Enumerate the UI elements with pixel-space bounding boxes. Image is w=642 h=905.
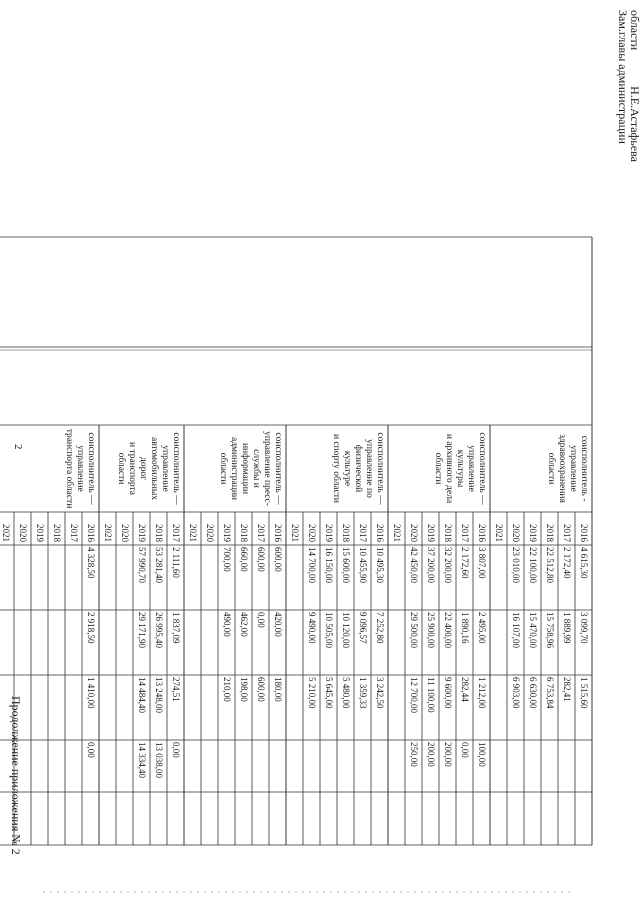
year-cell: 2020 <box>205 524 215 542</box>
amount-cell-c4: 13 038,00 <box>154 742 164 778</box>
year-cell: 2016 <box>579 524 589 542</box>
amount-cell-c1: 23 010,00 <box>511 547 521 583</box>
year-cell: 2017 <box>562 524 572 542</box>
executor-line: администрации <box>229 436 239 501</box>
amount-cell-c2: 9 096,57 <box>358 612 368 644</box>
year-cell: 2021 <box>392 524 402 542</box>
amount-cell-c2: 29 171,90 <box>137 612 147 648</box>
year-cell: 2019 <box>528 524 538 542</box>
executor-line: службы и <box>251 449 261 488</box>
year-cell: 2017 <box>256 524 266 542</box>
amount-cell-c3: 282,41 <box>562 677 572 702</box>
amount-cell-c1: 42 450,00 <box>409 547 419 583</box>
year-cell: 2019 <box>35 524 45 542</box>
amount-cell-c3: 1 359,33 <box>358 677 368 709</box>
amount-cell-c2: 16 107,00 <box>511 612 521 648</box>
amount-cell-c2: 7 252,80 <box>375 612 385 644</box>
amount-cell-c3: 9 600,00 <box>443 677 453 709</box>
amount-cell-c2: 15 758,96 <box>545 612 555 648</box>
year-cell: 2018 <box>443 524 453 542</box>
executor-line: и транспорта области <box>116 442 137 495</box>
amount-cell-c1: 10 495,30 <box>375 547 385 583</box>
amount-cell-c3: 1 410,00 <box>86 677 96 709</box>
amount-cell-c2: 1 889,99 <box>562 612 572 644</box>
year-cell: 2019 <box>426 524 436 542</box>
executor-line: и архивного дела <box>444 433 454 504</box>
amount-cell-c2: 25 900,00 <box>426 612 436 648</box>
executor-line: управление <box>568 445 578 492</box>
amount-cell-c2: 26 995,40 <box>154 612 164 648</box>
signature-region-label: области <box>628 10 642 51</box>
executor-line: и спорту области <box>331 433 341 504</box>
amount-cell-c3: 6 630,00 <box>528 677 538 709</box>
amount-cell-c2: 10 120,00 <box>341 612 351 648</box>
amount-cell-c3: 14 484,40 <box>137 677 147 713</box>
year-cell: 2021 <box>1 524 11 542</box>
amount-cell-c4: 0,00 <box>86 742 96 758</box>
executor-line: управление культуры <box>455 445 476 492</box>
year-cell: 2021 <box>290 524 300 542</box>
year-cell: 2017 <box>171 524 181 542</box>
executor-line: соисполнитель — <box>477 432 487 505</box>
amount-cell-c2: 15 470,00 <box>528 612 538 648</box>
executor-line: управление по <box>364 439 374 498</box>
year-cell: 2018 <box>154 524 164 542</box>
amount-cell-c1: 57 990,70 <box>137 547 147 583</box>
executor-line: автомобильных дорог <box>138 436 159 501</box>
executor-line: соисполнитель — <box>273 432 283 505</box>
executor-line: области <box>546 452 556 485</box>
amount-cell-c1: 2 172,40 <box>562 547 572 579</box>
amount-cell-c1: 22 100,00 <box>528 547 538 583</box>
amount-cell-c2: 3 099,70 <box>579 612 589 644</box>
executor-line: соисполнитель — <box>171 432 181 505</box>
executor-line: области <box>433 452 443 485</box>
amount-cell-c2: 0,00 <box>256 612 266 628</box>
year-cell: 2019 <box>222 524 232 542</box>
table-grid-lines <box>0 237 592 846</box>
amount-cell-c3: 13 248,00 <box>154 677 164 713</box>
amount-cell-c3: 210,00 <box>222 677 232 702</box>
amount-cell-c4: 200,00 <box>426 742 436 767</box>
amount-cell-c3: 5 480,00 <box>341 677 351 709</box>
amount-cell-c1: 16 150,00 <box>324 547 334 583</box>
amount-cell-c3: 1 515,60 <box>579 677 589 709</box>
signature-line-2 <box>627 10 642 162</box>
year-cell: 2020 <box>18 524 28 542</box>
executor-line: соисполнитель - <box>579 435 589 502</box>
amount-cell-c1: 2 111,60 <box>171 547 181 578</box>
year-cell: 2020 <box>120 524 130 542</box>
executor-line: физической культуре <box>342 444 363 493</box>
amount-cell-c3: 6 753,84 <box>545 677 555 709</box>
amount-cell-c2: 1 890,16 <box>460 612 470 644</box>
year-cell: 2019 <box>137 524 147 542</box>
page-number: 2 <box>12 444 24 450</box>
year-cell: 2016 <box>273 524 283 542</box>
amount-cell-c3: 1 212,00 <box>477 677 487 709</box>
executor-line: информации <box>240 442 250 495</box>
year-cell: 2017 <box>69 524 79 542</box>
amount-cell-c2: 420,00 <box>273 612 283 637</box>
amount-cell-c1: 4 615,30 <box>579 547 589 579</box>
amount-cell-c1: 15 600,00 <box>341 547 351 583</box>
year-cell: 2018 <box>341 524 351 542</box>
amount-cell-c4: 14 334,40 <box>137 742 147 778</box>
amount-cell-c1: 4 328,50 <box>86 547 96 579</box>
amount-cell-c1: 53 281,40 <box>154 547 164 583</box>
amount-cell-c1: 700,00 <box>222 547 232 572</box>
amount-cell-c4: 0,00 <box>460 742 470 758</box>
executor-line: области <box>218 452 228 485</box>
amount-cell-c1: 3 807,00 <box>477 547 487 579</box>
amount-cell-c3: 282,44 <box>460 677 470 702</box>
amount-cell-c1: 600,00 <box>273 547 283 572</box>
amount-cell-c3: 600,00 <box>256 677 266 702</box>
executor-line: управление <box>75 445 85 492</box>
amount-cell-c2: 9 490,00 <box>307 612 317 644</box>
amount-cell-c2: 10 505,00 <box>324 612 334 648</box>
amount-cell-c1: 10 455,90 <box>358 547 368 583</box>
year-cell: 2021 <box>188 524 198 542</box>
amount-cell-c2: 29 500,00 <box>409 612 419 648</box>
executor-line: управление пресс- <box>262 431 272 506</box>
year-cell: 2020 <box>307 524 317 542</box>
year-cell: 2016 <box>477 524 487 542</box>
amount-cell-c3: 180,00 <box>273 677 283 702</box>
year-cell: 2019 <box>324 524 334 542</box>
amount-cell-c1: 22 512,80 <box>545 547 555 583</box>
amount-cell-c4: 200,00 <box>443 742 453 767</box>
amount-cell-c1: 32 200,00 <box>443 547 453 583</box>
amount-cell-c3: 5 645,00 <box>324 677 334 709</box>
executor-line: соисполнитель — <box>375 432 385 505</box>
amount-cell-c3: 274,51 <box>171 677 181 702</box>
executor-line: управление <box>160 445 170 492</box>
year-cell: 2018 <box>239 524 249 542</box>
amount-cell-c1: 660,00 <box>239 547 249 572</box>
year-cell: 2021 <box>103 524 113 542</box>
amount-cell-c2: 462,00 <box>239 612 249 637</box>
amount-cell-c3: 198,00 <box>239 677 249 702</box>
amount-cell-c3: 11 100,00 <box>426 677 436 713</box>
year-cell: 2018 <box>52 524 62 542</box>
year-cell: 2021 <box>494 524 504 542</box>
signature-person-name: Н.Е.Астафьева <box>628 86 642 162</box>
executor-line: транспорта области <box>64 428 74 509</box>
amount-cell-c2: 2 918,50 <box>86 612 96 644</box>
amount-cell-c2: 490,00 <box>222 612 232 637</box>
amount-cell-c2: 2 495,00 <box>477 612 487 644</box>
year-cell: 2020 <box>511 524 521 542</box>
executor-line: соисполнитель — <box>86 432 96 505</box>
amount-cell-c1: 37 200,00 <box>426 547 436 583</box>
year-cell: 2020 <box>409 524 419 542</box>
amount-cell-c4: 100,00 <box>477 742 487 767</box>
signature-line-1: Зам.главы администрации <box>616 10 630 144</box>
year-cell: 2016 <box>375 524 385 542</box>
year-cell: 2017 <box>460 524 470 542</box>
amount-cell-c3: 5 210,00 <box>307 677 317 709</box>
amount-cell-c2: 22 400,00 <box>443 612 453 648</box>
scan-edge-mark <box>0 880 640 905</box>
year-cell: 2016 <box>86 524 96 542</box>
executor-line: здравоохранения <box>557 434 567 503</box>
amount-cell-c4: 0,00 <box>171 742 181 758</box>
amount-cell-c1: 2 172,60 <box>460 547 470 579</box>
amount-cell-c3: 3 242,50 <box>375 677 385 709</box>
amount-cell-c3: 12 700,00 <box>409 677 419 713</box>
amount-cell-c4: 250,00 <box>409 742 419 767</box>
amount-cell-c1: 600,00 <box>256 547 266 572</box>
year-cell: 2017 <box>358 524 368 542</box>
amount-cell-c1: 14 700,00 <box>307 547 317 583</box>
amount-cell-c3: 6 903,00 <box>511 677 521 709</box>
continuation-title: Продолжение приложения № 2 <box>9 696 23 855</box>
year-cell: 2018 <box>545 524 555 542</box>
amount-cell-c2: 1 837,09 <box>171 612 181 644</box>
